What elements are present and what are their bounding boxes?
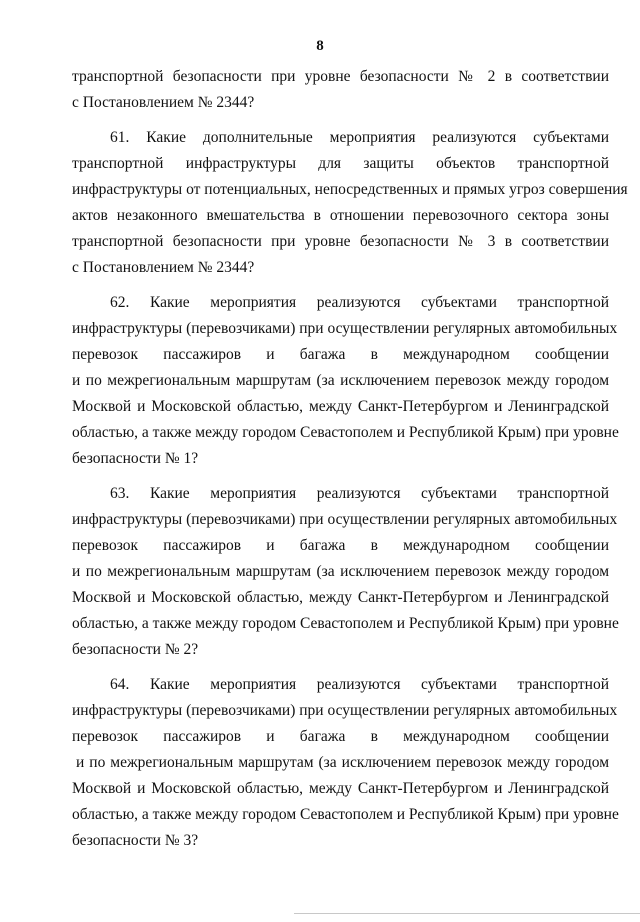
text-line: безопасности № 1? xyxy=(72,450,199,467)
scan-edge-divider xyxy=(294,913,640,914)
text-line: перевозок пассажиров и багажа в международном сообщении xyxy=(72,346,609,363)
text-line: Москвой и Московской областью, между Санкт-Петербургом и Ленинградской xyxy=(72,780,609,797)
text-line: инфраструктуры (перевозчиками) при осуществлении регулярных автомобильных xyxy=(72,511,618,528)
text-line: 64. Какие мероприятия реализуются субъектами транспортной xyxy=(110,676,609,693)
text-line: 62. Какие мероприятия реализуются субъектами транспортной xyxy=(110,294,609,311)
text-line: актов незаконного вмешательства в отношении перевозочного сектора зоны xyxy=(72,207,609,224)
text-line: 63. Какие мероприятия реализуются субъектами транспортной xyxy=(110,485,609,502)
text-line: областью, а также между городом Севастополем и Республикой Крым) при уровне xyxy=(72,615,619,632)
question-63 xyxy=(72,481,619,663)
question-62 xyxy=(72,290,619,472)
text-line: транспортной инфраструктуры для защиты объектов транспортной xyxy=(72,155,609,172)
text-line: областью, а также между городом Севастополем и Республикой Крым) при уровне xyxy=(72,806,619,823)
text-line: с Постановлением № 2344? xyxy=(72,94,255,111)
question-64 xyxy=(72,672,619,854)
text-line: инфраструктуры (перевозчиками) при осуществлении регулярных автомобильных xyxy=(72,702,618,719)
text-line: безопасности № 3? xyxy=(72,832,199,849)
text-line: транспортной безопасности при уровне безопасности № 2 в соответствии xyxy=(72,68,609,85)
page-number: 8 xyxy=(316,38,324,54)
question-61 xyxy=(72,125,628,281)
text-line: перевозок пассажиров и багажа в международном сообщении xyxy=(72,537,609,554)
document-body xyxy=(72,64,628,863)
text-line: и по межрегиональным маршрутам (за исключением перевозок между городом xyxy=(72,563,609,580)
paragraph-continuation xyxy=(72,64,609,116)
text-line: инфраструктуры от потенциальных, непосредственных и прямых угроз совершения xyxy=(72,181,628,198)
text-line: и по межрегиональным маршрутам (за исключением перевозок между городом xyxy=(72,372,609,389)
text-line: перевозок пассажиров и багажа в международном сообщении xyxy=(72,728,609,745)
text-line: областью, а также между городом Севастополем и Республикой Крым) при уровне xyxy=(72,424,619,441)
text-line: с Постановлением № 2344? xyxy=(72,259,255,276)
text-line: инфраструктуры (перевозчиками) при осуществлении регулярных автомобильных xyxy=(72,320,618,337)
text-line: безопасности № 2? xyxy=(72,641,199,658)
text-line: транспортной безопасности при уровне безопасности № 3 в соответствии xyxy=(72,233,609,250)
text-line: 61. Какие дополнительные мероприятия реализуются субъектами xyxy=(110,129,609,146)
text-line: Москвой и Московской областью, между Санкт-Петербургом и Ленинградской xyxy=(72,398,609,415)
text-line: и по межрегиональным маршрутам (за исключением перевозок между городом xyxy=(76,754,609,771)
text-line: Москвой и Московской областью, между Санкт-Петербургом и Ленинградской xyxy=(72,589,609,606)
